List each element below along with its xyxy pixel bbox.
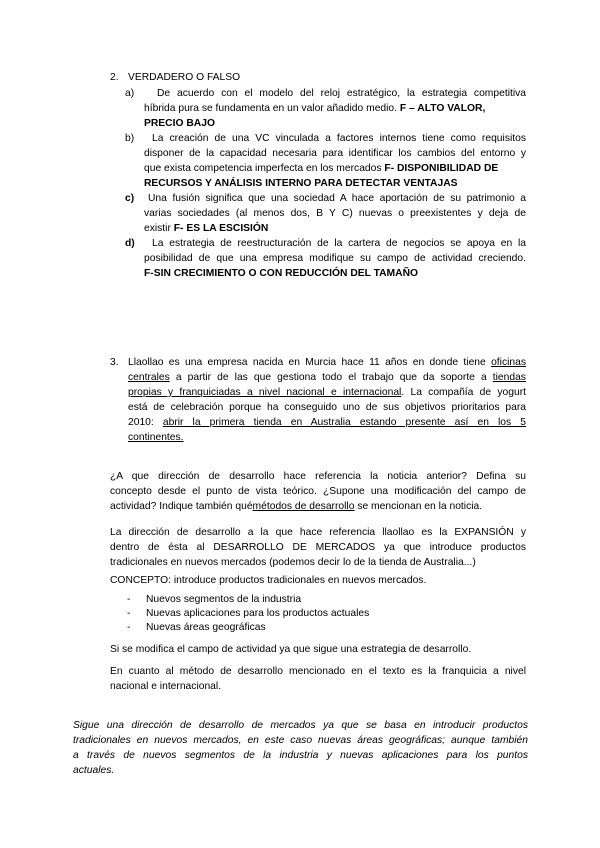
q3-statement-line3 xyxy=(128,385,526,400)
q3-question-l3-text: actividad? Indique también qué xyxy=(110,501,253,512)
q3-answer-line1: La dirección de desarrollo a la que hace referencia llaollao es la EXPANSIÓN y xyxy=(110,527,526,538)
summary-line2: tradicionales en nuevos mercados, en este caso nuevas áreas geográficas; aunque también xyxy=(73,735,528,746)
q2-item-d-line2: posibilidad de que una empresa modifique su campo de actividad creciendo. xyxy=(144,253,526,264)
q3-statement-l3-text: . La compañía de yogurt xyxy=(401,387,526,398)
q2-item-b-line3 xyxy=(144,161,498,176)
q3-statement-line1 xyxy=(128,355,526,370)
q2-item-c-marker: c) xyxy=(125,193,135,204)
q3-modification: Si se modifica el campo de actividad ya que sigue una estrategia de desarrollo. xyxy=(110,644,472,655)
q3-question-l3-underlined: métodos de desarrollo xyxy=(252,501,355,512)
q3-statement-l2-underlined-2: tiendas xyxy=(492,372,526,383)
q2-item-d-line1: La estrategia de reestructuración de la cartera de negocios se apoya en la xyxy=(152,238,526,249)
q3-statement-l5-underlined: abrir la primera tienda en Australia estando presente así en los 5 xyxy=(162,417,526,428)
summary-line3: a través de nuevos segmentos de la industria y nuevas aplicaciones para los puntos xyxy=(73,750,528,761)
q3-statement-l1-text: Llaollao es una empresa nacida en Murcia hace 11 años en donde tiene xyxy=(128,357,486,368)
q3-answer-line3: tradicionales en nuevos mercados (podemos decir lo de la tienda de Australia...) xyxy=(110,557,476,568)
q2-item-c-line2: varias sociedades (al menos dos, B Y C) nuevas o preexistentes y deja de xyxy=(144,208,526,219)
q2-item-b-answer-inline: F- DISPONIBILIDAD DE xyxy=(384,163,499,174)
q3-statement-l2-text: a partir de las que gestiona todo el trabajo que da soporte a xyxy=(175,372,487,383)
q2-item-a-line2-text: híbrida pura se fundamenta en un valor añadido medio. xyxy=(144,103,398,114)
q2-item-b-line1: La creación de una VC vinculada a factores internos tiene como requisitos xyxy=(152,133,526,144)
q2-item-a-answer-inline: F – ALTO VALOR, xyxy=(399,103,486,114)
q2-item-a-answer: PRECIO BAJO xyxy=(144,118,215,129)
q3-question-line2: concepto desde el punto de vista teórico. ¿Supone una modificación del campo de xyxy=(110,486,526,497)
q2-item-a-line1: De acuerdo con el modelo del reloj estratégico, la estrategia competitiva xyxy=(157,88,526,99)
q2-item-c-line3-text: existir xyxy=(144,223,171,234)
q3-bullet-1-marker: - xyxy=(127,594,131,605)
q3-statement-l3-underlined: propias y franquiciadas a nivel nacional e internacional xyxy=(128,387,402,398)
q3-statement-line4: está de celebración porque ha conseguido uno de sus objetivos prioritarios para xyxy=(128,402,526,413)
q2-item-b-answer: RECURSOS Y ANÁLISIS INTERNO PARA DETECTAR VENTAJAS xyxy=(144,178,458,189)
q2-item-d-marker: d) xyxy=(125,238,135,249)
q2-item-c-line1: Una fusión significa que una sociedad A hace aportación de su patrimonio a xyxy=(148,193,526,204)
q3-question-l3-text-2: se mencionan en la noticia. xyxy=(357,501,483,512)
q2-item-b-line3-text: que exista competencia imperfecta en los mercados xyxy=(144,163,382,174)
q2-item-b-line2: disponer de la capacidad necesaria para identificar los cambios del entorno y xyxy=(144,148,526,159)
q3-statement-l5-text: 2010: xyxy=(128,417,154,428)
q3-bullet-2-marker: - xyxy=(127,608,131,619)
q2-item-c-line3 xyxy=(144,221,268,236)
q2-item-b-marker: b) xyxy=(125,133,135,144)
q3-statement-l1-underlined: oficinas xyxy=(491,357,526,368)
q3-bullet-3: Nuevas áreas geográficas xyxy=(146,622,266,633)
q3-bullet-2: Nuevas aplicaciones para los productos actuales xyxy=(146,608,370,619)
q2-item-d-answer: F-SIN CRECIMIENTO O CON REDUCCIÓN DEL TAMAÑO xyxy=(144,268,419,279)
q3-concept: CONCEPTO: introduce productos tradicionales en nuevos mercados. xyxy=(110,575,427,586)
q3-method-line2: nacional e internacional. xyxy=(110,681,222,692)
q3-question-line1: ¿A que dirección de desarrollo hace referencia la noticia anterior? Defina su xyxy=(110,471,526,482)
q3-question-line3 xyxy=(110,499,482,514)
q3-statement-line5 xyxy=(128,415,526,430)
q3-statement-l2-underlined: centrales xyxy=(128,372,170,383)
q3-statement-line6: continentes. xyxy=(128,432,184,443)
q3-bullet-3-marker: - xyxy=(127,622,131,633)
summary-line4: actuales. xyxy=(73,765,115,776)
q2-number: 2. xyxy=(110,72,119,83)
q2-title: VERDADERO O FALSO xyxy=(128,72,241,83)
q3-number: 3. xyxy=(110,357,119,368)
q2-item-a-line2 xyxy=(144,101,485,116)
q3-statement-line2 xyxy=(128,370,526,385)
summary-line1: Sigue una dirección de desarrollo de mercados ya que se basa en introducir productos xyxy=(73,720,528,731)
q3-bullet-1: Nuevos segmentos de la industria xyxy=(146,594,302,605)
q2-item-a-marker: a) xyxy=(125,88,135,99)
q2-item-c-answer-inline: F- ES LA ESCISIÓN xyxy=(173,223,269,234)
q3-method-line1: En cuanto al método de desarrollo mencionado en el texto es la franquicia a nivel xyxy=(110,666,526,677)
q3-answer-line2: dentro de ésta al DESARROLLO DE MERCADOS ya que introduce productos xyxy=(110,542,526,553)
